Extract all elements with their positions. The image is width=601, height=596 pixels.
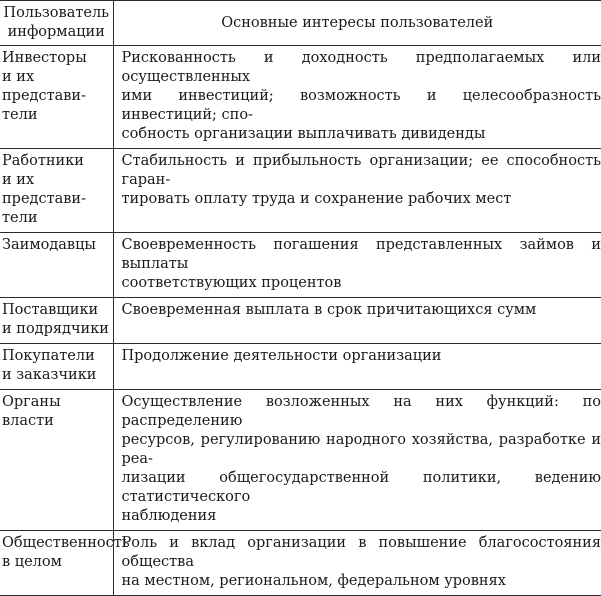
table-row bbox=[0, 344, 601, 390]
row-public-user: Общественность в целом bbox=[0, 531, 113, 596]
table-row bbox=[0, 390, 601, 531]
row-investors-interest: Рискованность и доходность предполагаемых или осуществленных ими инвестиций; возможность и целесообразность инвестиций; спо- собность организации выплачивать дивиденды bbox=[113, 46, 601, 149]
row-lenders-user: Заимодавцы bbox=[0, 233, 113, 298]
row-customers-interest: Продолжение деятельности организации bbox=[113, 344, 601, 390]
table-header-row bbox=[0, 1, 601, 46]
header-users-column: Пользователь информации bbox=[0, 1, 113, 46]
table-row bbox=[0, 149, 601, 233]
row-authorities-user: Органы власти bbox=[0, 390, 113, 531]
header-interests-column: Основные интересы пользователей bbox=[113, 1, 601, 46]
row-public-interest: Роль и вклад организации в повышение благосостояния общества на местном, региональном, федеральном уровнях bbox=[113, 531, 601, 596]
table-row bbox=[0, 233, 601, 298]
row-suppliers-user: Поставщики и подрядчики bbox=[0, 298, 113, 344]
table-row bbox=[0, 531, 601, 596]
row-investors-user: Инвесторы и их представи- тели bbox=[0, 46, 113, 149]
row-employees-user: Работники и их представи- тели bbox=[0, 149, 113, 233]
table-row bbox=[0, 46, 601, 149]
row-customers-user: Покупатели и заказчики bbox=[0, 344, 113, 390]
row-lenders-interest: Своевременность погашения представленных займов и выплаты соответствующих процентов bbox=[113, 233, 601, 298]
row-suppliers-interest: Своевременная выплата в срок причитающихся сумм bbox=[113, 298, 601, 344]
table-row bbox=[0, 298, 601, 344]
row-authorities-interest: Осуществление возложенных на них функций: по распределению ресурсов, регулированию народного хозяйства, разработке и реа- лизации общегосударственной политики, ведению статистического наблюдения bbox=[113, 390, 601, 531]
row-employees-interest: Стабильность и прибыльность организации; ее способность гаран- тировать оплату труда и сохранение рабочих мест bbox=[113, 149, 601, 233]
